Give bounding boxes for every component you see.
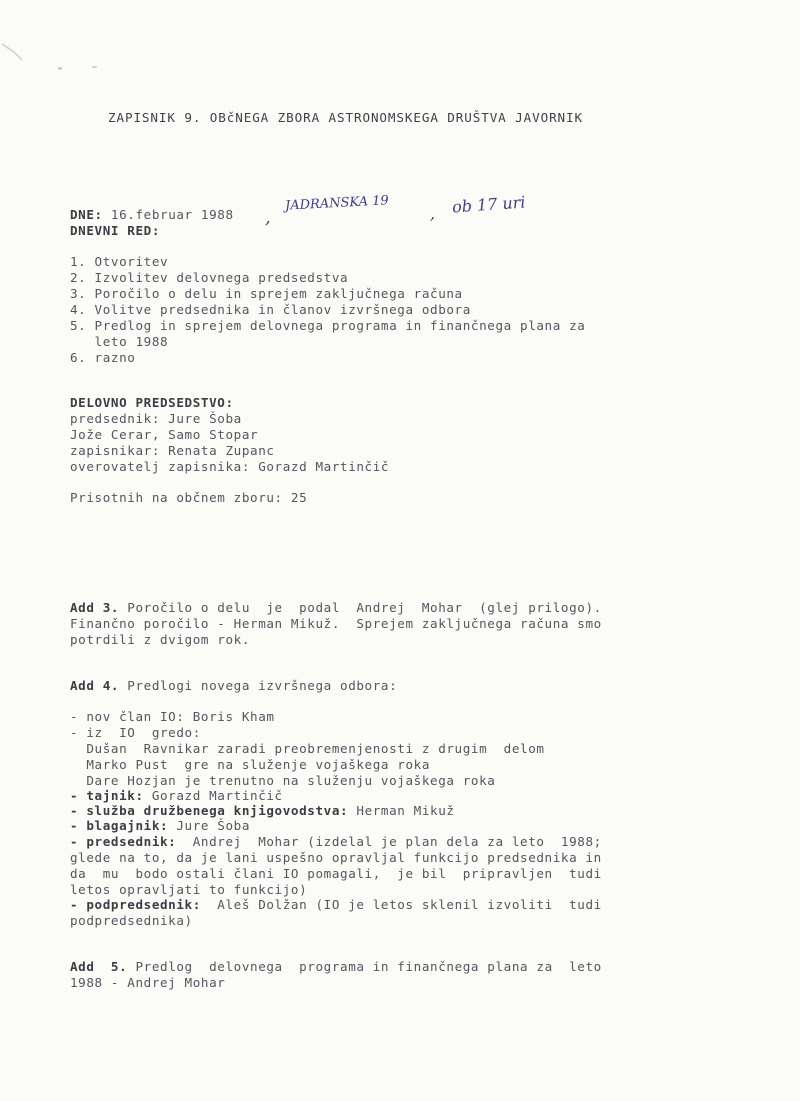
smudge-mark [92, 66, 97, 68]
add4-item: - nov član IO: Boris Kham [70, 709, 275, 724]
agenda-item: 6. razno [70, 350, 136, 365]
add4-item: - podpredsednik: Aleš Dolžan (IO je letos sklenil izvoliti tudi [70, 897, 602, 912]
add4-item: - blagajnik: Jure Šoba [70, 818, 251, 833]
add3-line [70, 600, 602, 616]
add3-line: potrdili z dvigom rok. [70, 632, 251, 647]
folded-corner-mark [0, 30, 26, 64]
add3-label: Add 3. [70, 600, 120, 615]
date-value: 16.februar 1988 [110, 207, 234, 222]
smudge-mark [58, 67, 62, 70]
handwritten-address: JADRANSKA 19 [284, 193, 390, 214]
add4-item: Dušan Ravnikar zaradi preobremenjenosti z drugim delom [70, 741, 545, 756]
add4-item: da mu bodo ostali člani IO pomagali, je bil pripravljen tudi [70, 866, 602, 881]
agenda-item: 4. Volitve predsednika in članov izvršnega odbora [70, 302, 471, 317]
add3-line: Finančno poročilo - Herman Mikuž. Sprejem zaključnega računa smo [70, 616, 602, 631]
document-title: ZAPISNIK 9. OBčNEGA ZBORA ASTRONOMSKEGA DRUŠTVA JAVORNIK [108, 110, 583, 125]
add4-item: - služba družbenega knjigovodstva: Herman Mikuž [70, 803, 455, 818]
add4-line [70, 678, 397, 694]
date-line [70, 207, 234, 223]
presidium-line: predsednik: Jure Šoba [70, 411, 242, 426]
add5-line [70, 959, 602, 975]
agenda-item: leto 1988 [70, 334, 169, 349]
add5-line: 1988 - Andrej Mohar [70, 975, 226, 990]
presidium-line: zapisnikar: Renata Zupanc [70, 443, 275, 458]
add4-item: letos opravljati to funkcijo) [70, 882, 308, 897]
presidium-line: overovatelj zapisnika: Gorazd Martinčič [70, 459, 390, 474]
agenda-item: 1. Otvoritev [70, 254, 169, 269]
add3-text: Poročilo o delu je podal Andrej Mohar (glej prilogo). [119, 600, 602, 615]
add4-item: - tajnik: Gorazd Martinčič [70, 788, 283, 803]
handwritten-separator: , [430, 204, 436, 223]
agenda-item: 3. Poročilo o delu in sprejem zaključnega računa [70, 286, 463, 301]
add4-item: podpredsednika) [70, 913, 193, 928]
add4-label: Add 4. [70, 678, 120, 693]
date-label: DNE: [70, 207, 103, 222]
agenda-item: 2. Izvolitev delovnega predsedstva [70, 270, 349, 285]
add4-item: Marko Pust gre na služenje vojaškega roka [70, 757, 431, 772]
add5-label: Add 5. [70, 959, 128, 974]
presidium-line: Jože Cerar, Samo Stopar [70, 427, 259, 442]
add4-item: - iz IO gredo: [70, 725, 201, 740]
add5-text: Predlog delovnega programa in finančnega plana za leto [127, 959, 602, 974]
agenda-heading: DNEVNI RED: [70, 223, 161, 238]
add4-intro: Predlogi novega izvršnega odbora: [119, 678, 398, 693]
agenda-item: 5. Predlog in sprejem delovnega programa in finančnega plana za [70, 318, 586, 333]
attendance-line: Prisotnih na občnem zboru: 25 [70, 490, 308, 505]
add4-item: - predsednik: Andrej Mohar (izdelal je plan dela za leto 1988; [70, 834, 602, 849]
handwritten-time: ob 17 uri [451, 192, 527, 217]
add4-item: glede na to, da je lani uspešno opravljal funkcijo predsednika in [70, 850, 602, 865]
handwritten-comma: , [265, 207, 271, 228]
presidium-heading: DELOVNO PREDSEDSTVO: [70, 395, 234, 410]
add4-item: Dare Hozjan je trenutno na služenju vojaškega roka [70, 773, 496, 788]
